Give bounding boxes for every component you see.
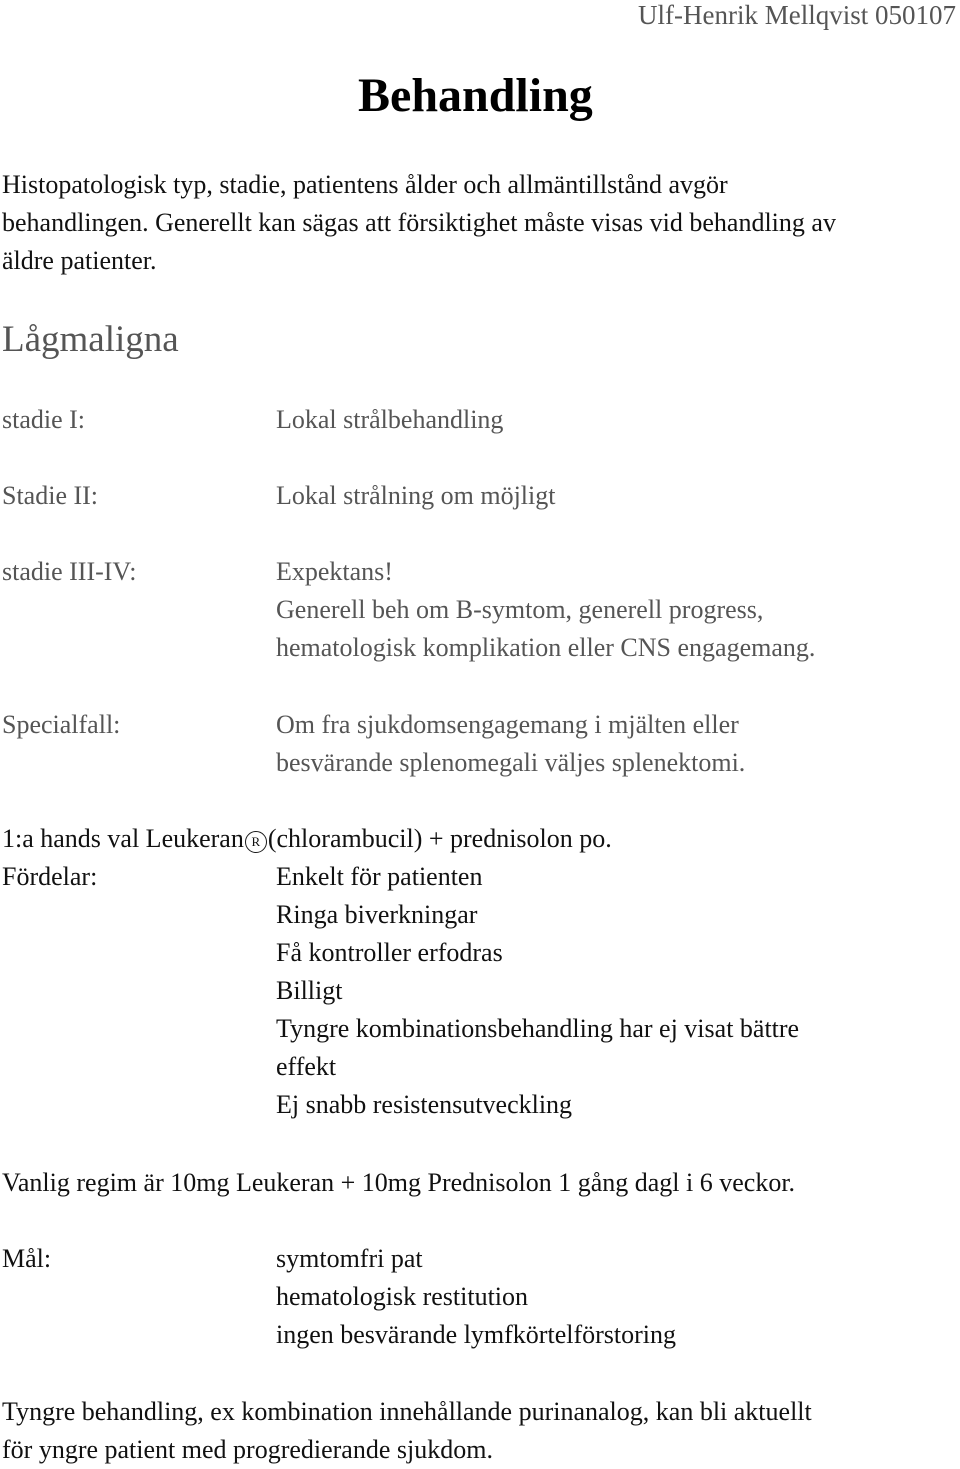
goals-label: Mål:: [2, 1244, 52, 1273]
closing-line: Tyngre behandling, ex kombination innehållande purinanalog, kan bli aktuellt: [2, 1397, 812, 1426]
list-item: hematologisk restitution: [276, 1282, 529, 1311]
list-item: Tyngre kombinationsbehandling har ej visat bättre: [276, 1014, 800, 1043]
list-item: Enkelt för patienten: [276, 862, 483, 891]
treatment-line: Generell beh om B-symtom, generell progress,: [276, 595, 764, 624]
list-item: Få kontroller erfodras: [276, 938, 503, 967]
stage-label: Specialfall:: [2, 710, 121, 739]
registered-mark-letter: R: [251, 834, 261, 849]
intro-line: Histopatologisk typ, stadie, patientens ålder och allmäntillstånd avgör: [2, 170, 728, 199]
treatment-line: Lokal strålbehandling: [276, 405, 504, 434]
stage-treatment: [276, 401, 503, 439]
list-item: ingen besvärande lymfkörtelförstoring: [276, 1320, 676, 1349]
stage-label: stadie III-IV:: [2, 557, 137, 586]
advantages-list: [276, 858, 799, 1124]
page-title: Behandling: [358, 69, 593, 122]
advantages-label: Fördelar:: [2, 862, 98, 891]
first-choice-prefix: 1:a hands val Leukeran: [2, 824, 244, 853]
intro-paragraph: [2, 166, 836, 280]
treatment-line: besvärande splenomegali väljes splenektomi.: [276, 748, 746, 777]
goals-list: [276, 1240, 676, 1354]
stage-treatment: [276, 706, 745, 782]
list-item: Ringa biverkningar: [276, 900, 478, 929]
registered-mark-icon: [245, 831, 267, 853]
closing-paragraph: [2, 1393, 812, 1469]
stage-label: Stadie II:: [2, 481, 99, 510]
list-item: Ej snabb resistensutveckling: [276, 1090, 573, 1119]
list-item: effekt: [276, 1052, 337, 1081]
first-choice-suffix: (chlorambucil) + prednisolon po.: [267, 824, 612, 853]
intro-line: behandlingen. Generellt kan sägas att försiktighet måste visas vid behandling av: [2, 208, 836, 237]
treatment-line: Expektans!: [276, 557, 393, 586]
list-item: symtomfri pat: [276, 1244, 423, 1273]
closing-line: för yngre patient med progredierande sjukdom.: [2, 1435, 493, 1464]
regimen-line: Vanlig regim är 10mg Leukeran + 10mg Prednisolon 1 gång dagl i 6 veckor.: [2, 1168, 796, 1197]
first-choice-line: [2, 820, 612, 858]
intro-line: äldre patienter.: [2, 246, 157, 275]
section-heading: Lågmaligna: [2, 319, 179, 360]
stage-label: stadie I:: [2, 405, 86, 434]
treatment-line: hematologisk komplikation eller CNS engagemang.: [276, 633, 816, 662]
author-date-header: Ulf-Henrik Mellqvist 050107: [638, 0, 956, 30]
treatment-line: Om fra sjukdomsengagemang i mjälten eller: [276, 710, 739, 739]
stage-treatment: [276, 477, 555, 515]
stage-treatment: [276, 553, 815, 667]
list-item: Billigt: [276, 976, 343, 1005]
treatment-line: Lokal strålning om möjligt: [276, 481, 556, 510]
